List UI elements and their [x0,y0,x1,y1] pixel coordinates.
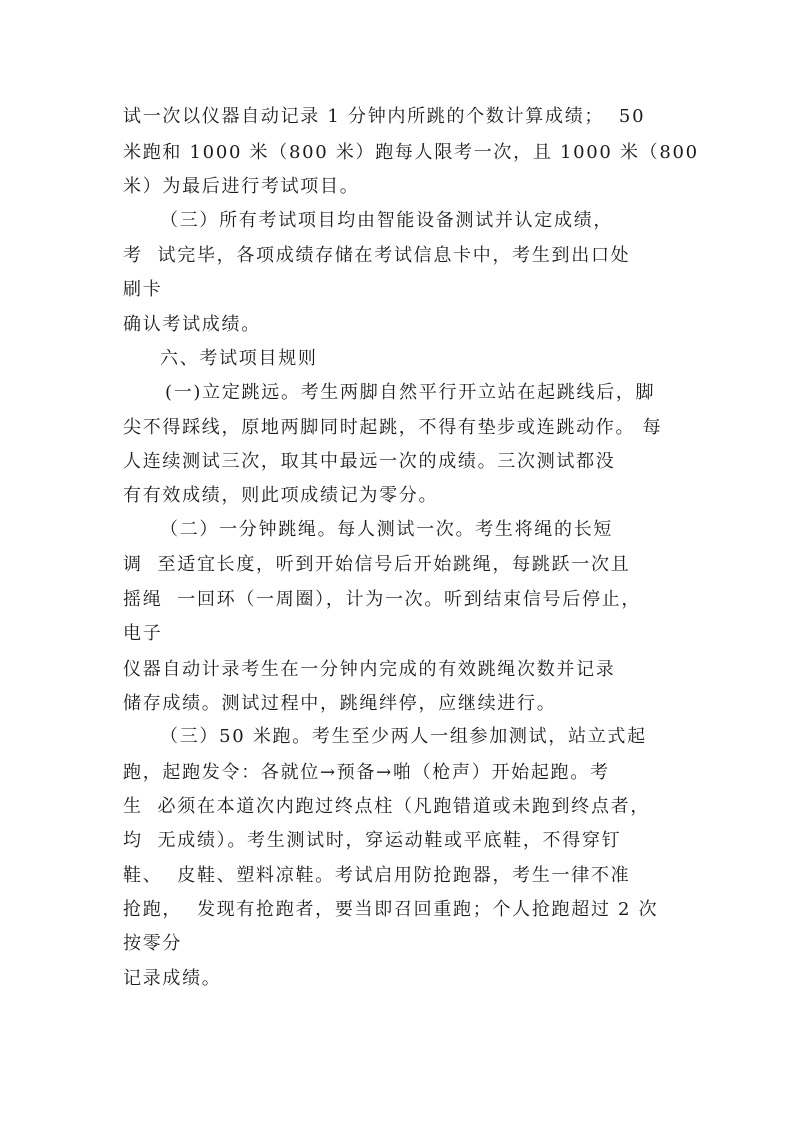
text-line: 摇绳 一回环（一周圈），计为一次。听到结束信号后停止， [123,589,642,610]
text-line: 确认考试成绩。 [123,314,261,335]
text-line: 刷卡 [123,279,163,300]
text-line: 尖不得踩线，原地两脚同时起跳，不得有垫步或连跳动作。 每 [123,417,663,438]
text-line: 有有效成绩，则此项成绩记为零分。 [123,485,439,506]
section-heading: 六、考试项目规则 [160,348,318,369]
text-line: 米）为最后进行考试项目。 [123,176,360,197]
text-line: 跑，起跑发令：各就位→预备→啪（枪声）开始起跑。考 [123,762,610,783]
text-line: 抢跑， 发现有抢跑者，要当即召回重跑；个人抢跑超过 2 次 [123,899,659,920]
paragraph-heading: （三）50 米跑。考生至少两人一组参加测试，站立式起 [160,726,647,747]
text-line: 鞋、 皮鞋、塑料凉鞋。考试启用防抢跑器，考生一律不准 [123,865,631,886]
text-line: 按零分 [123,933,183,954]
paragraph-heading: （二）一分钟跳绳。每人测试一次。考生将绳的长短 [160,519,614,540]
text-line: 储存成绩。测试过程中，跳绳绊停，应继续进行。 [123,693,557,714]
text-line: 均 无成绩）。考生测试时，穿运动鞋或平底鞋，不得穿钉 [123,830,622,851]
text-line: 生 必须在本道次内跑过终点柱（凡跑错道或未跑到终点者， [123,796,651,817]
text-line: 调 至适宜长度，听到开始信号后开始跳绳，每跳跃一次且 [123,554,631,575]
paragraph-heading: （三）所有考试项目均由智能设备测试并认定成绩， [160,210,614,231]
text-line: 人连续测试三次，取其中最远一次的成绩。三次测试都没 [123,451,616,472]
text-line: 试一次以仪器自动记录 1 分钟内所跳的个数计算成绩； 50 [123,106,646,127]
text-line: 米跑和 1000 米（800 米）跑每人限考一次，且 1000 米（800 [123,142,699,163]
text-line: 电子 [123,623,163,644]
text-line: 记录成绩。 [123,968,222,989]
paragraph-heading: (一)立定跳远。考生两脚自然平行开立站在起跳线后，脚 [165,382,656,403]
text-line: 考 试完毕，各项成绩存储在考试信息卡中，考生到出口处 [123,245,631,266]
text-line: 仪器自动计录考生在一分钟内完成的有效跳绳次数并记录 [123,659,616,680]
